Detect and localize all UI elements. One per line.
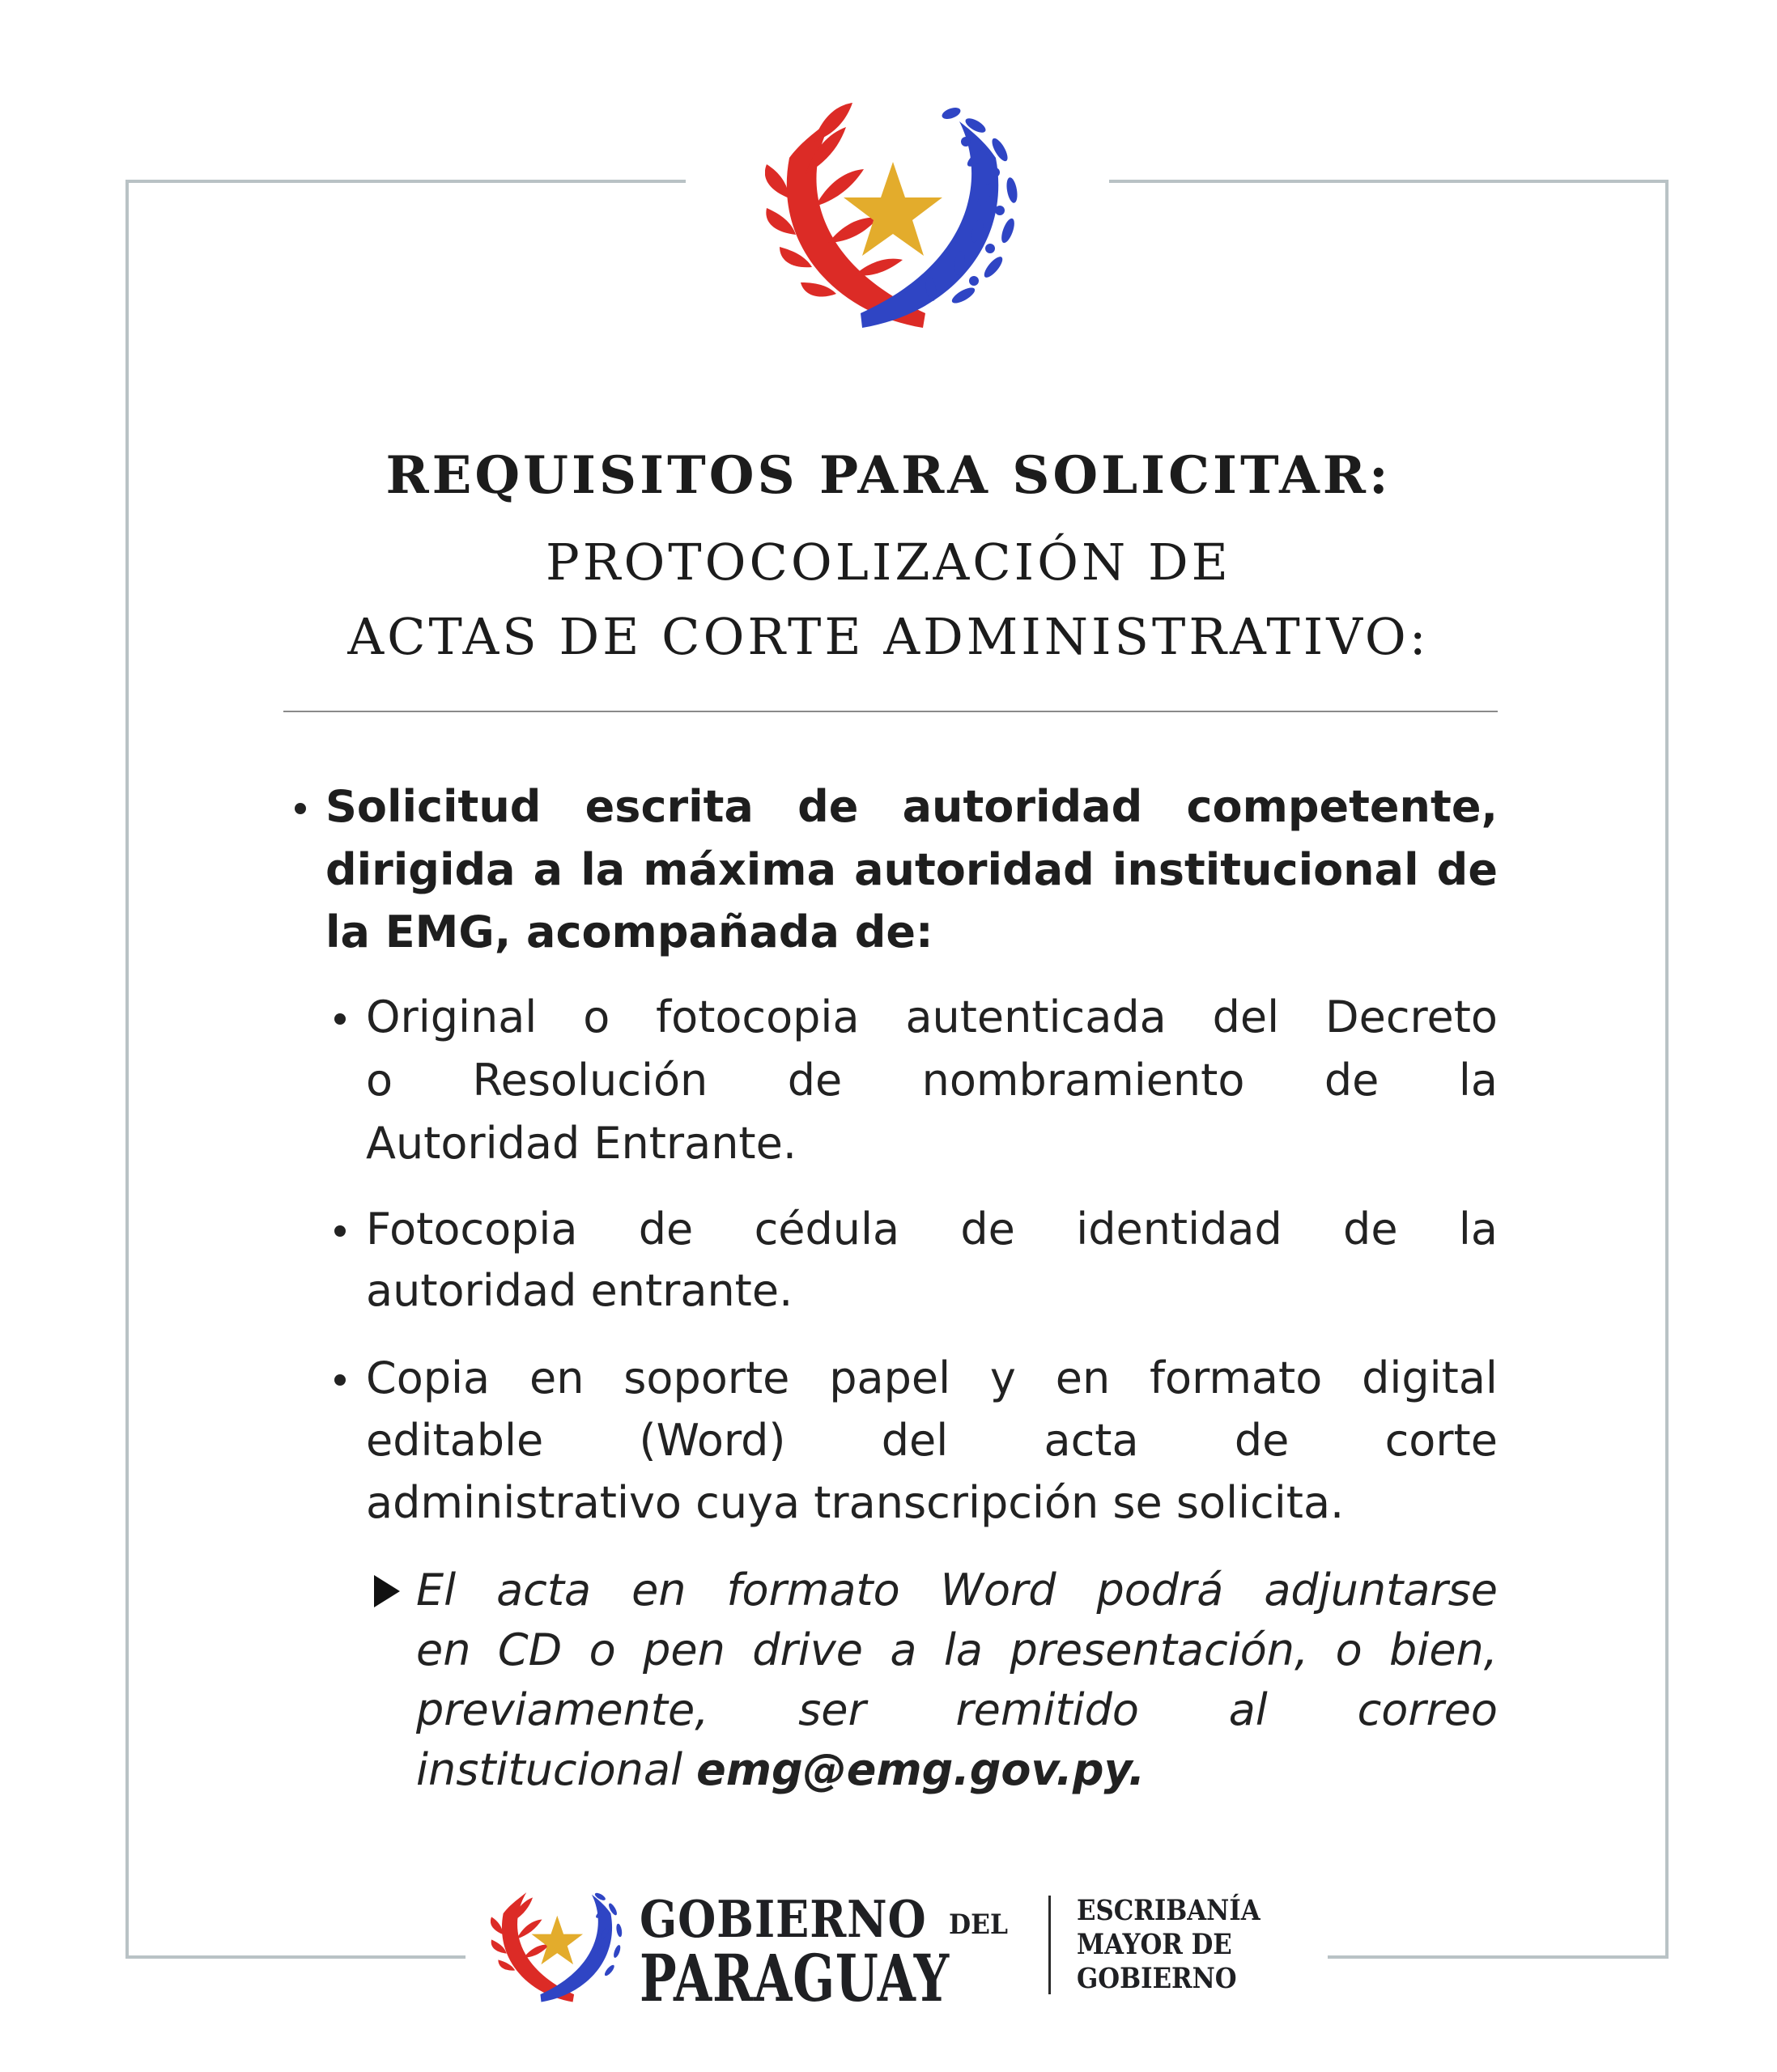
word: del xyxy=(881,1415,949,1466)
main-item-line-2 xyxy=(325,842,1498,898)
subtitle-line-2: ACTAS DE CORTE ADMINISTRATIVO: xyxy=(347,607,1430,666)
word: de xyxy=(1234,1415,1290,1466)
government-emblem-small xyxy=(491,1883,623,2009)
word: papel xyxy=(829,1352,951,1403)
word: podrá xyxy=(1096,1565,1224,1616)
frame-bottom-left xyxy=(125,1955,466,1959)
sub-bullet-2 xyxy=(334,1225,346,1237)
word: editable xyxy=(366,1415,544,1466)
word: presentación, xyxy=(1010,1624,1309,1675)
word: o xyxy=(1335,1624,1363,1675)
logo-gobierno-text: GOBIERNO xyxy=(640,1889,927,1949)
word: bien, xyxy=(1389,1624,1498,1675)
word: autenticada xyxy=(905,991,1167,1042)
word: digital xyxy=(1362,1352,1498,1403)
word: en xyxy=(416,1624,471,1675)
word: Decreto xyxy=(1325,991,1498,1042)
subtitle-line-1: PROTOCOLIZACIÓN DE xyxy=(546,533,1231,592)
word: de xyxy=(797,781,859,832)
word: en xyxy=(631,1565,687,1616)
word: de xyxy=(1436,844,1498,895)
word: Fotocopia xyxy=(366,1204,578,1255)
frame-bottom-right xyxy=(1328,1955,1669,1959)
word: al xyxy=(1228,1684,1268,1735)
sub-bullet-3 xyxy=(334,1374,346,1386)
word: y xyxy=(989,1352,1016,1403)
sub-item-2-line-2: autoridad entrante. xyxy=(366,1265,793,1316)
word: previamente, xyxy=(416,1684,709,1735)
sub-item-3-line-3: administrativo cuya transcripción se solicita. xyxy=(366,1477,1345,1528)
divider xyxy=(283,711,1498,712)
word: en xyxy=(1055,1352,1111,1403)
word: autoridad xyxy=(902,781,1143,832)
word: la xyxy=(580,844,626,895)
sub-item-1-line-2 xyxy=(366,1052,1498,1109)
word: dirigida xyxy=(325,844,516,895)
office-name-line-2: MAYOR DE xyxy=(1077,1928,1232,1961)
word: de xyxy=(638,1204,694,1255)
word: Solicitud xyxy=(325,781,542,832)
word: del xyxy=(1212,991,1280,1042)
word: en xyxy=(529,1352,585,1403)
word: El xyxy=(416,1565,457,1616)
word: cédula xyxy=(754,1204,900,1255)
logo-separator xyxy=(1048,1896,1051,1994)
office-name-line-1: ESCRIBANÍA xyxy=(1077,1894,1260,1927)
word: (Word) xyxy=(639,1415,786,1466)
word: o xyxy=(366,1055,393,1106)
sub-item-3-line-1 xyxy=(366,1350,1498,1407)
play-arrow-icon xyxy=(374,1575,400,1607)
word: la xyxy=(1458,1055,1498,1106)
note-line-3 xyxy=(416,1682,1498,1739)
word: la xyxy=(943,1624,984,1675)
word: nombramiento xyxy=(921,1055,1245,1106)
word: acta xyxy=(1044,1415,1139,1466)
word: Resolución xyxy=(472,1055,708,1106)
note-line-4 xyxy=(416,1742,1145,1798)
word: Copia xyxy=(366,1352,491,1403)
word: identidad xyxy=(1076,1204,1282,1255)
note-line-1 xyxy=(416,1562,1498,1619)
email-link[interactable]: emg@emg.gov.py. xyxy=(696,1744,1146,1795)
word: acta xyxy=(496,1565,592,1616)
note-last-line-text: institucional xyxy=(416,1744,697,1795)
word: o xyxy=(589,1624,616,1675)
frame-top-right xyxy=(1109,180,1669,183)
sub-item-1-line-3: Autoridad Entrante. xyxy=(366,1118,797,1169)
word: a xyxy=(890,1624,917,1675)
word: remitido xyxy=(955,1684,1139,1735)
word: fotocopia xyxy=(656,991,860,1042)
word: ser xyxy=(798,1684,866,1735)
word: correo xyxy=(1357,1684,1498,1735)
word: pen xyxy=(643,1624,725,1675)
word: de xyxy=(1324,1055,1380,1106)
word: drive xyxy=(752,1624,863,1675)
word: o xyxy=(583,991,610,1042)
word: máxima xyxy=(643,844,837,895)
word: de xyxy=(787,1055,843,1106)
main-bullet xyxy=(295,803,306,814)
word: escrita xyxy=(585,781,754,832)
main-item-line-1 xyxy=(325,779,1498,835)
word: institucional xyxy=(1112,844,1419,895)
word: de xyxy=(1343,1204,1398,1255)
word: corte xyxy=(1384,1415,1498,1466)
word: CD xyxy=(497,1624,563,1675)
word: Original xyxy=(366,991,538,1042)
office-name-line-3: GOBIERNO xyxy=(1077,1962,1237,1995)
word: Word xyxy=(940,1565,1056,1616)
word: soporte xyxy=(623,1352,790,1403)
word: competente, xyxy=(1186,781,1498,832)
word: formato xyxy=(1150,1352,1323,1403)
main-item-line-3: la EMG, acompañada de: xyxy=(325,906,933,957)
word: de xyxy=(960,1204,1015,1255)
logo-del-text: DEL xyxy=(949,1909,1008,1941)
word: la xyxy=(1458,1204,1498,1255)
note-line-2 xyxy=(416,1622,1498,1679)
logo-paraguay-text: PARAGUAY xyxy=(640,1940,950,2016)
page-title: REQUISITOS PARA SOLICITAR: xyxy=(385,445,1392,506)
word: autoridad xyxy=(854,844,1095,895)
word: formato xyxy=(726,1565,900,1616)
sub-item-3-line-2 xyxy=(366,1412,1498,1469)
word: adjuntarse xyxy=(1264,1565,1498,1616)
sub-bullet-1 xyxy=(334,1013,346,1025)
sub-item-2-line-1 xyxy=(366,1201,1498,1258)
coat-of-arms-emblem xyxy=(765,101,1020,340)
sub-item-1-line-1 xyxy=(366,989,1498,1046)
word: a xyxy=(533,844,563,895)
frame-top-left xyxy=(125,180,686,183)
